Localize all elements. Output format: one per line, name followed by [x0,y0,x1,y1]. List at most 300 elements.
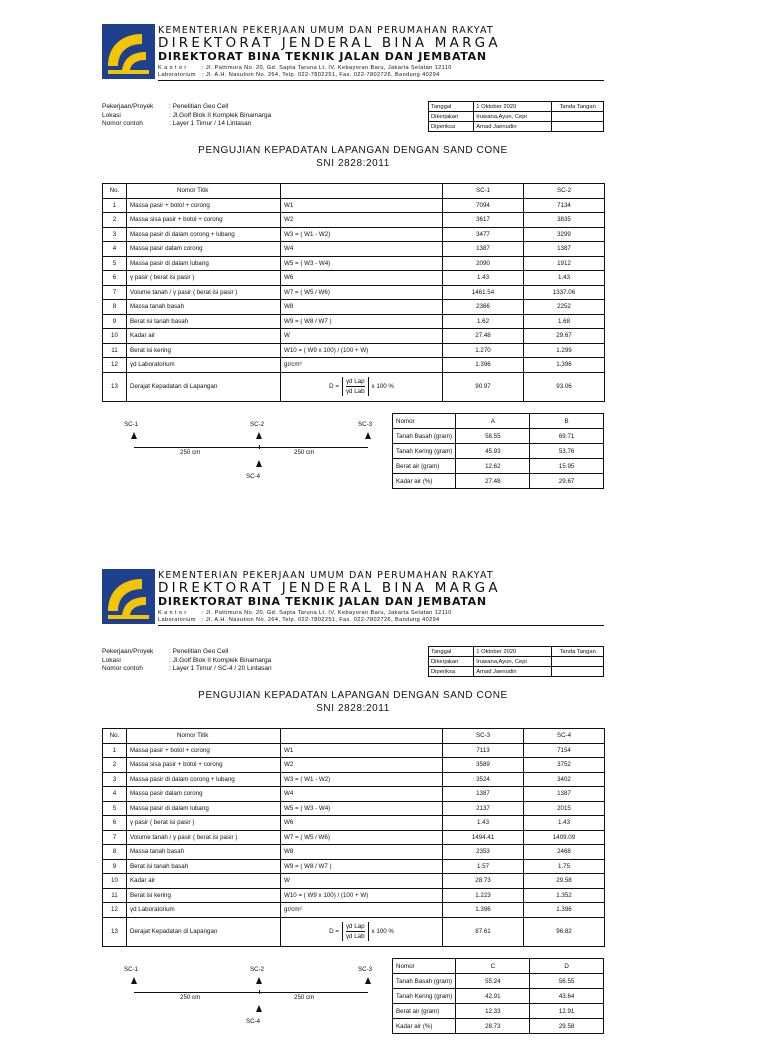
point-label-3: SC-3 [358,966,373,973]
moisture-content-b: 29.58 [530,1019,604,1034]
row-number: 9 [103,314,127,329]
distance-label-2: 250 cm [294,994,315,1001]
distance-label-2: 250 cm [294,449,315,456]
value-col-1: 1.43 [443,816,524,831]
row-number: 2 [103,758,127,773]
value-col-2: 1.299 [524,343,605,358]
table-row [103,285,605,300]
table-row [103,888,605,903]
water-weight-a: 12.62 [456,459,530,474]
point-label-2: SC-2 [250,966,265,973]
point-marker-4 [256,460,262,467]
row-description: γ pasir ( berat isi pasir ) [127,271,281,286]
value-col-2: 1387 [524,242,605,257]
row-description: Derajat Kepadatan di Lapangan [127,372,281,401]
row-number: 5 [103,801,127,816]
distance-label-1: 250 cm [180,994,201,1001]
date-label: Tanggal [429,102,474,112]
value-col-1: 2090 [443,256,524,271]
row-symbol: W1 [281,198,443,213]
water-weight-label: Berat air (gram) [393,1004,456,1019]
value-col-1: 1.270 [443,343,524,358]
value-col-2: 2468 [524,845,605,860]
sand-cone-table [102,183,605,402]
header-no: No. [103,729,127,744]
row-number: 2 [103,213,127,228]
value-col-1: 1.62 [443,314,524,329]
table-row [103,830,605,845]
office-text: : Jl. Pattimura No. 20, Gd. Sapta Taruna Lt. IV, Kebayoran Baru, Jakarta Selatan 12110 [202,65,452,71]
bottom-section [102,413,604,489]
dry-soil-b: 43.64 [530,989,604,1004]
water-weight-a: 12.33 [456,1004,530,1019]
value-col-2: 1.396 [524,358,605,373]
row-description: γ pasir ( berat isi pasir ) [127,816,281,831]
location-value: : Jl.Golf Blok II Komplek Binamarga [169,656,272,664]
value-col-1: 3589 [443,758,524,773]
project-info [102,648,272,674]
row-number: 12 [103,358,127,373]
wet-soil-label: Tanah Basah (gram) [393,974,456,989]
lab-text: : Jl. A.H. Nasution No. 264, Telp. 022-7802251, Fax. 022-7802726, Bandung 40294 [202,72,440,78]
point-marker-3 [365,977,371,984]
sample-b-header: D [530,959,604,974]
row-description: Massa tanah basah [127,845,281,860]
value-col-2: 29.58 [524,874,605,889]
table-header-row [103,184,605,199]
value-col-1: 2366 [443,300,524,315]
row-symbol: W [281,329,443,344]
row-description: Massa sisa pasir + botol + corong [127,758,281,773]
table-row [103,903,605,918]
table-row [103,874,605,889]
row-description: Derajat Kepadatan di Lapangan [127,917,281,946]
org-line-2: DIREKTORAT JENDERAL BINA MARGA [158,580,501,596]
point-label-2: SC-2 [250,421,265,428]
lab-address [158,72,440,78]
point-marker-2 [256,977,262,984]
distance-label-1: 250 cm [180,449,201,456]
value-col-2: 1.352 [524,888,605,903]
report-sheet-2 [102,569,604,1041]
checked-by-value: Amad Jaenudin [474,667,552,677]
report-standard: SNI 2828:2011 [316,703,390,714]
value-col-1: 3477 [443,227,524,242]
signature-cell [552,667,604,677]
table-row [103,816,605,831]
header-divider [158,80,604,81]
row-symbol: W10 = ( W9 x 100) / (100 + W) [281,343,443,358]
row-description: Volume tanah / γ pasir ( berat isi pasir ) [127,830,281,845]
point-marker-1 [131,977,137,984]
formula-fraction [342,922,369,941]
value-col-1: 1.223 [443,888,524,903]
table-header-row [103,729,605,744]
row-symbol: W8 [281,300,443,315]
row-number: 9 [103,859,127,874]
value-col-1: 1387 [443,787,524,802]
wet-soil-b: 69.71 [530,429,604,444]
moisture-content-label: Kadar air (%) [393,474,456,489]
moisture-content-a: 28.73 [456,1019,530,1034]
value-col-1: 1387 [443,242,524,257]
row-number: 1 [103,198,127,213]
table-row [103,743,605,758]
mid-tick [259,445,260,449]
value-col-1: 87.61 [443,917,524,946]
org-line-1: KEMENTERIAN PEKERJAAN UMUM DAN PERUMAHAN RAKYAT [158,25,494,36]
letterhead [102,24,604,82]
row-number: 13 [103,917,127,946]
project-value: : Penelitian Geo Cell [169,648,229,655]
water-weight-label: Berat air (gram) [393,459,456,474]
row-description: Berat isi tanah basah [127,859,281,874]
report-standard: SNI 2828:2011 [316,158,390,169]
point-marker-1 [131,432,137,439]
signature-label: Tanda Tangan [552,102,604,112]
value-col-1: 1461.54 [443,285,524,300]
row-description: Berat isi tanah basah [127,314,281,329]
table-row [103,300,605,315]
row-symbol: W9 = ( W8 / W7 ) [281,859,443,874]
row-number: 4 [103,787,127,802]
row-description: Massa pasir di dalam corong + lubang [127,227,281,242]
signature-label: Tanda Tangan [552,647,604,657]
value-col-1: 2353 [443,845,524,860]
value-col-2: 1337.06 [524,285,605,300]
office-label: K a n t o r [158,610,187,616]
moisture-content-b: 29.67 [530,474,604,489]
value-col-2: 29.67 [524,329,605,344]
value-col-2: 1.396 [524,903,605,918]
sample-b-header: B [530,414,604,429]
date-label: Tanggal [429,647,474,657]
row-symbol: W5 = ( W3 - W4) [281,801,443,816]
point-label-3: SC-3 [358,421,373,428]
value-col-1: 28.73 [443,874,524,889]
org-line-2: DIREKTORAT JENDERAL BINA MARGA [158,35,501,51]
row-number: 7 [103,830,127,845]
table-row [103,343,605,358]
report-title: PENGUJIAN KEPADATAN LAPANGAN DENGAN SAND CONE [198,690,508,701]
value-col-1: 1494.41 [443,830,524,845]
row-symbol [281,372,443,401]
formula-numerator: γd Lap [345,923,365,930]
value-col-2: 7134 [524,198,605,213]
value-col-1: 7094 [443,198,524,213]
table-row [103,859,605,874]
table-row [103,358,605,373]
point-label-1: SC-1 [124,966,139,973]
signature-cell [552,122,604,132]
value-col-2: 1.43 [524,271,605,286]
table-row [103,787,605,802]
row-symbol: W2 [281,758,443,773]
table-row [103,917,605,946]
table-row [103,213,605,228]
row-description: Berat isi kering [127,888,281,903]
distance-line [134,447,368,448]
row-number: 6 [103,816,127,831]
table-row [103,242,605,257]
office-text: : Jl. Pattimura No. 20, Gd. Sapta Taruna Lt. IV, Kebayoran Baru, Jakarta Selatan 12110 [202,610,452,616]
project-value: : Penelitian Geo Cell [169,103,229,110]
org-line-3: DIREKTORAT BINA TEKNIK JALAN DAN JEMBATAN [158,595,487,608]
row-description: Massa pasir di dalam lubang [127,801,281,816]
project-label: Pekerjaan/Proyek [102,103,154,110]
lab-address [158,617,440,623]
moisture-content-label: Kadar air (%) [393,1019,456,1034]
wet-soil-a: 55.24 [456,974,530,989]
value-col-2: 3752 [524,758,605,773]
header-point: Nomor Titik [127,184,281,199]
test-point-diagram [102,958,392,1034]
row-symbol: gr/cm³ [281,358,443,373]
moisture-table [392,413,604,489]
row-symbol: W2 [281,213,443,228]
value-col-1: 1.43 [443,271,524,286]
row-description: Massa pasir + botol + corong [127,743,281,758]
row-symbol: W5 = ( W3 - W4) [281,256,443,271]
date-value: 1 Oktober 2020 [474,102,552,112]
row-number: 6 [103,271,127,286]
location-label: Lokasi [102,111,121,119]
ministry-logo [102,569,155,624]
wet-soil-b: 56.55 [530,974,604,989]
done-by-label: Dikerjakan [429,112,474,122]
row-description: Massa pasir dalam corong [127,242,281,257]
location-value: : Jl.Golf Blok II Komplek Binamarga [169,111,272,119]
header-point: Nomor Titik [127,729,281,744]
row-description: γd Laboratorium [127,358,281,373]
report-title: PENGUJIAN KEPADATAN LAPANGAN DENGAN SAND CONE [198,145,508,156]
value-col-1: 1.396 [443,358,524,373]
org-line-1: KEMENTERIAN PEKERJAAN UMUM DAN PERUMAHAN RAKYAT [158,570,494,581]
table-row [103,256,605,271]
row-symbol: W7 = ( W5 / W6) [281,285,443,300]
header-empty [281,184,443,199]
value-col-1: 1.396 [443,903,524,918]
table-row [103,271,605,286]
checked-by-label: Diperiksa [429,122,474,132]
office-address [158,65,452,71]
header-col-2: SC-4 [524,729,605,744]
row-description: Massa pasir dalam corong [127,787,281,802]
formula-suffix: x 100 % [371,928,394,935]
table-row [103,372,605,401]
row-symbol: W3 = ( W1 - W2) [281,772,443,787]
value-col-2: 1387 [524,787,605,802]
row-number: 12 [103,903,127,918]
office-address [158,610,452,616]
value-col-2: 3299 [524,227,605,242]
density-formula [284,377,439,396]
date-value: 1 Oktober 2020 [474,647,552,657]
lab-label: Laboratorium [158,72,196,78]
moisture-content-a: 27.48 [456,474,530,489]
sample-value: : Layer 1 Timur / SC-4 / 20 Lintasan [169,665,272,672]
done-by-label: Dikerjakan [429,657,474,667]
formula-prefix: D = [329,928,339,935]
point-marker-3 [365,432,371,439]
row-description: Massa pasir di dalam corong + lubang [127,772,281,787]
row-number: 11 [103,888,127,903]
row-number: 7 [103,285,127,300]
table-row [103,198,605,213]
value-col-1: 3524 [443,772,524,787]
report-sheet-1 [102,24,604,496]
dry-soil-a: 42.91 [456,989,530,1004]
sample-label: Nomor contoh [102,665,143,672]
org-line-3: DIREKTORAT BINA TEKNIK JALAN DAN JEMBATAN [158,50,487,63]
distance-line [134,992,368,993]
ministry-logo [102,24,155,79]
row-number: 4 [103,242,127,257]
sample-a-header: A [456,414,530,429]
value-col-1: 27.48 [443,329,524,344]
value-col-2: 3835 [524,213,605,228]
value-col-2: 1409.09 [524,830,605,845]
value-col-2: 3402 [524,772,605,787]
row-symbol: W10 = ( W9 x 100) / (100 + W) [281,888,443,903]
formula-denominator: γd Lab [345,933,365,940]
header-divider [158,625,604,626]
row-number: 11 [103,343,127,358]
point-label-1: SC-1 [124,421,139,428]
office-label: K a n t o r [158,65,187,71]
signature-cell [552,657,604,667]
row-description: Kadar air [127,874,281,889]
lab-label: Laboratorium [158,617,196,623]
letterhead [102,569,604,627]
formula-fraction [342,377,369,396]
point-label-4: SC-4 [246,1018,261,1025]
table-row [103,845,605,860]
moisture-header: Nomor [393,959,456,974]
done-by-value: Iruwana,Ayun, Cepi [474,657,552,667]
bottom-section [102,958,604,1034]
dry-soil-label: Tanah Kering (gram) [393,989,456,1004]
row-description: Massa pasir + botol + corong [127,198,281,213]
value-col-2: 2015 [524,801,605,816]
row-number: 5 [103,256,127,271]
test-point-diagram [102,413,392,489]
table-row [103,314,605,329]
point-label-4: SC-4 [246,473,261,480]
formula-suffix: x 100 % [371,383,394,390]
header-col-1: SC-1 [443,184,524,199]
signature-table [428,101,604,132]
value-col-2: 1912 [524,256,605,271]
moisture-header: Nomor [393,414,456,429]
row-description: Massa sisa pasir + botol + corong [127,213,281,228]
row-number: 10 [103,329,127,344]
value-col-2: 96.82 [524,917,605,946]
table-row [103,801,605,816]
row-symbol: W3 = ( W1 - W2) [281,227,443,242]
row-number: 1 [103,743,127,758]
row-number: 10 [103,874,127,889]
project-info [102,103,271,129]
formula-prefix: D = [329,383,339,390]
value-col-1: 90.97 [443,372,524,401]
row-symbol: gr/cm³ [281,903,443,918]
row-symbol: W4 [281,242,443,257]
row-description: Berat isi kering [127,343,281,358]
table-row [103,772,605,787]
table-row [103,227,605,242]
row-symbol: W4 [281,787,443,802]
checked-by-label: Diperiksa [429,667,474,677]
signature-table [428,646,604,677]
water-weight-b: 12.91 [530,1004,604,1019]
location-label: Lokasi [102,656,121,664]
header-col-1: SC-3 [443,729,524,744]
project-label: Pekerjaan/Proyek [102,648,154,655]
value-col-2: 1.75 [524,859,605,874]
lab-text: : Jl. A.H. Nasution No. 264, Telp. 022-7802251, Fax. 022-7802726, Bandung 40294 [202,617,440,623]
value-col-2: 7154 [524,743,605,758]
value-col-1: 2137 [443,801,524,816]
value-col-1: 1.57 [443,859,524,874]
row-symbol [281,917,443,946]
formula-numerator: γd Lap [345,378,365,385]
row-number: 8 [103,845,127,860]
header-col-2: SC-2 [524,184,605,199]
sample-a-header: C [456,959,530,974]
row-description: Massa tanah basah [127,300,281,315]
header-no: No. [103,184,127,199]
header-empty [281,729,443,744]
value-col-2: 1.43 [524,816,605,831]
row-symbol: W8 [281,845,443,860]
value-col-2: 1.68 [524,314,605,329]
row-number: 13 [103,372,127,401]
row-symbol: W9 = ( W8 / W7 ) [281,314,443,329]
sample-value: : Layer 1 Timur / 14 Lintasan [169,120,252,127]
mid-tick [259,990,260,994]
row-description: Kadar air [127,329,281,344]
water-weight-b: 15.95 [530,459,604,474]
value-col-2: 93.06 [524,372,605,401]
dry-soil-a: 45.93 [456,444,530,459]
sample-label: Nomor contoh [102,120,143,127]
formula-denominator: γd Lab [345,388,365,395]
point-marker-2 [256,432,262,439]
row-description: Massa pasir di dalam lubang [127,256,281,271]
row-number: 8 [103,300,127,315]
wet-soil-label: Tanah Basah (gram) [393,429,456,444]
checked-by-value: Amad Jaenudin [474,122,552,132]
wet-soil-a: 58.55 [456,429,530,444]
table-row [103,758,605,773]
row-symbol: W1 [281,743,443,758]
point-marker-4 [256,1005,262,1012]
row-description: Volume tanah / γ pasir ( berat isi pasir ) [127,285,281,300]
signature-cell [552,112,604,122]
table-row [103,329,605,344]
row-description: γd Laboratorium [127,903,281,918]
dry-soil-b: 53.76 [530,444,604,459]
sand-cone-table [102,728,605,947]
value-col-1: 7113 [443,743,524,758]
dry-soil-label: Tanah Kering (gram) [393,444,456,459]
row-symbol: W6 [281,271,443,286]
row-number: 3 [103,772,127,787]
row-symbol: W7 = ( W5 / W6) [281,830,443,845]
row-symbol: W [281,874,443,889]
moisture-table [392,958,604,1034]
